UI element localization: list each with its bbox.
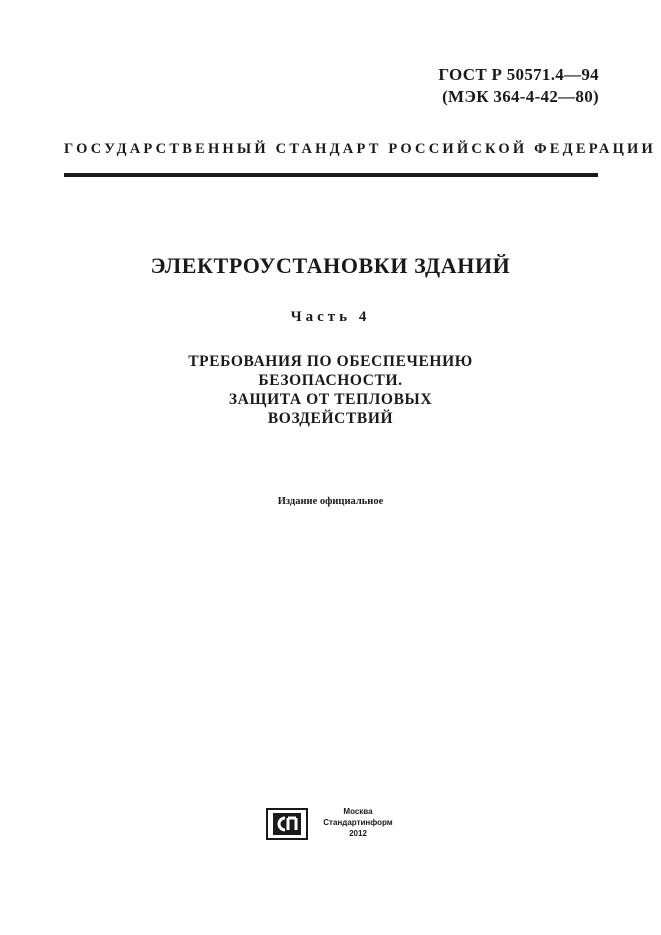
document-title: ЭЛЕКТРОУСТАНОВКИ ЗДАНИЙ	[150, 253, 511, 278]
publisher-year: 2012	[349, 829, 367, 838]
standard-designation	[438, 64, 599, 108]
publisher-name: Стандартинформ	[323, 818, 393, 827]
subtitle-line: БЕЗОПАСНОСТИ.	[258, 372, 403, 389]
part-label: Часть 4	[290, 309, 371, 325]
publisher-city: Москва	[343, 807, 373, 816]
standard-type-heading: ГОСУДАРСТВЕННЫЙ СТАНДАРТ РОССИЙСКОЙ ФЕДЕРАЦИИ	[64, 141, 657, 157]
gost-number: ГОСТ Р 50571.4—94	[438, 65, 599, 84]
heading-divider	[64, 173, 598, 177]
document-subtitle	[0, 352, 661, 428]
iec-reference: (МЭК 364-4-42—80)	[442, 87, 599, 106]
publisher-imprint	[266, 806, 406, 842]
standartinform-logo-icon	[266, 808, 308, 840]
subtitle-line: ВОЗДЕЙСТВИЙ	[267, 410, 394, 427]
publisher-text	[310, 806, 406, 839]
subtitle-line: ЗАЩИТА ОТ ТЕПЛОВЫХ	[228, 391, 433, 408]
edition-note: Издание официальное	[277, 496, 384, 507]
subtitle-line: ТРЕБОВАНИЯ ПО ОБЕСПЕЧЕНИЮ	[188, 353, 473, 370]
